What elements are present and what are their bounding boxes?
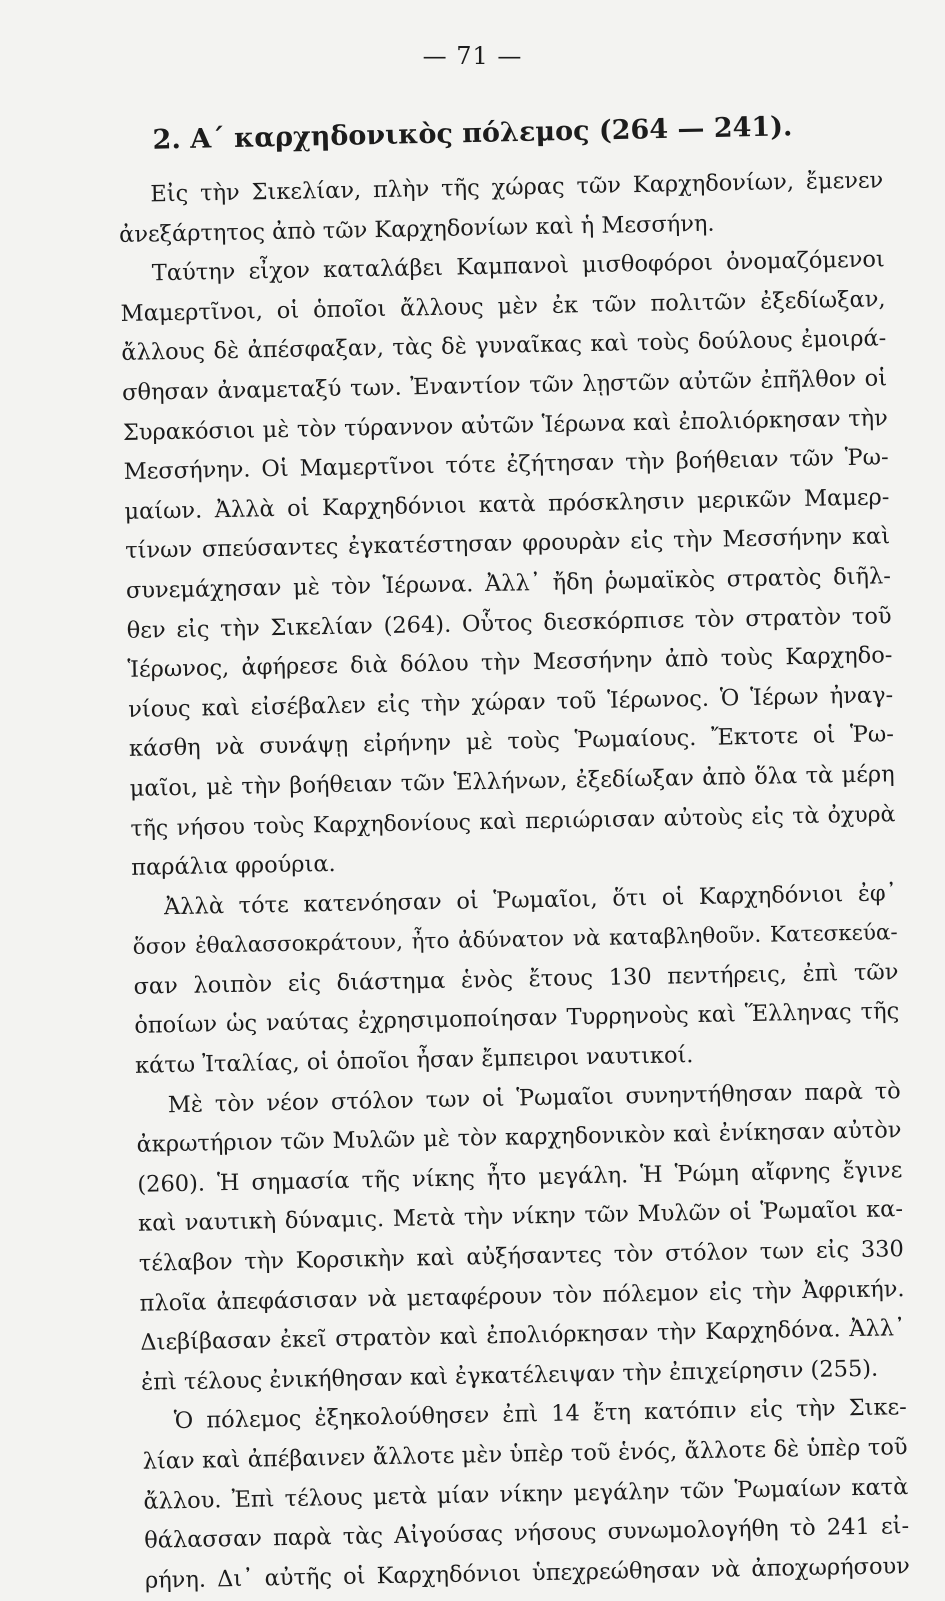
text-line: κάτω Ἰταλίας, οἱ ὁποῖοι ἦσαν ἔμπειροι ναυτικοί. xyxy=(134,1042,694,1079)
text-line: σαν λοιπὸν εἰς διάστημα ἑνὸς ἔτους 130 πεντήρεις, ἐπὶ τῶν xyxy=(133,959,899,1000)
text-line: ρήνη. Δι᾽ αὐτῆς οἱ Καρχηδόνιοι ὑπεχρεώθησαν νὰ ἀποχωρήσουν xyxy=(144,1552,911,1594)
text-line: Ἱέρωνος, ἀφήρεσε διὰ δόλου τὴν Μεσσήνην ἀπὸ τοὺς Καρχηδο- xyxy=(127,642,893,684)
text-line: μαῖοι, μὲ τὴν βοήθειαν τῶν Ἑλλήνων, ἐξεδίωξαν ἀπὸ ὅλα τὰ μέρη xyxy=(129,761,895,802)
text-line: ἀνεξάρτητος ἀπὸ τῶν Καρχηδονίων καὶ ἡ Μεσσήνη. xyxy=(118,210,715,248)
text-line: ἄλλου. Ἐπὶ τέλους μετὰ μίαν νίκην μεγάλην τῶν Ῥωμαίων κατὰ xyxy=(143,1473,909,1515)
text-line: κάσθη νὰ συνάψῃ εἰρήνην μὲ τοὺς Ῥωμαίους. Ἔκτοτε οἱ Ῥω- xyxy=(128,721,895,763)
text-line: Συρακόσιοι μὲ τὸν τύραννον αὐτῶν Ἱέρωνα καὶ ἐπολιόρκησαν τὴν xyxy=(122,404,889,446)
page-number: — 71 — xyxy=(422,42,523,70)
text-line: (260). Ἡ σημασία τῆς νίκης ἦτο μεγάλη. Ἡ Ῥώμη αἴφνης ἔγινε xyxy=(137,1156,903,1198)
text-line: Ἀλλὰ τότε κατενόησαν οἱ Ῥωμαῖοι, ὅτι οἱ Καρχηδόνιοι ἐφ᾽ xyxy=(163,879,898,920)
text-line: μαίων. Ἀλλὰ οἱ Καρχηδόνιοι κατὰ πρόσκλησιν μερικῶν Μαμερ- xyxy=(124,484,890,525)
text-line: τίνων σπεύσαντες ἐγκατέστησαν φρουρὰν εἰς τὴν Μεσσήνην καὶ xyxy=(124,523,891,565)
text-line: ἀκρωτήριον τῶν Μυλῶν μὲ τὸν καρχηδονικὸν καὶ ἐνίκησαν αὐτὸν xyxy=(136,1117,902,1159)
text-line: θάλασσαν παρὰ τὰς Αἰγούσας νήσους συνωμολογήθη τὸ 241 εἰ- xyxy=(143,1513,910,1554)
text-line: ὅσον ἐθαλασσοκράτουν, ἦτο ἀδύνατον νὰ καταβληθοῦν. Κατεσκεύα- xyxy=(132,920,898,961)
text-line: Μαμερτῖνοι, οἱ ὁποῖοι ἄλλους μὲν ἐκ τῶν πολιτῶν ἐξεδίωξαν, xyxy=(120,286,886,327)
text-line: συνεμάχησαν μὲ τὸν Ἱέρωνα. Ἀλλ᾽ ἤδη ῥωμαϊκὸς στρατὸς διῆλ- xyxy=(125,563,892,604)
text-line: Εἰς τὴν Σικελίαν, πλὴν τῆς χώρας τῶν Καρχηδονίων, ἔμενεν xyxy=(150,167,884,208)
text-line: ὁποίων ὡς ναύτας ἐχρησιμοποίησαν Τυρρηνοὺς καὶ Ἕλληνας τῆς xyxy=(134,998,900,1040)
text-line: παράλια φρούρια. xyxy=(131,851,336,881)
text-line: ἐπὶ τέλους ἐνικήθησαν καὶ ἐγκατέλειψαν τὴν ἐπιχείρησιν (255). xyxy=(140,1355,879,1396)
text-line: Μὲ τὸν νέον στόλον των οἱ Ῥωμαῖοι συνηντήθησαν παρὰ τὸ xyxy=(167,1077,901,1118)
text-line: θεν εἰς τὴν Σικελίαν (264). Οὗτος διεσκόρπισε τὸν στρατὸν τοῦ xyxy=(126,602,892,644)
text-line: ἄλλους δὲ ἀπέσφαξαν, τὰς δὲ γυναῖκας καὶ τοὺς δούλους ἐμοιρά- xyxy=(121,325,887,367)
text-line: τέλαβον τὴν Κορσικὴν καὶ αὐξήσαντες τὸν στόλον των εἰς 330 xyxy=(138,1236,904,1277)
text-line: σθησαν ἀναμεταξύ των. Ἐναντίον τῶν λῃστῶν αὐτῶν ἐπῆλθον οἱ xyxy=(121,365,888,406)
section-title: 2. Α΄ καρχηδονικὸς πόλεμος (264 — 241). xyxy=(152,111,793,156)
text-line: Ὁ πόλεμος ἐξηκολούθησεν ἐπὶ 14 ἔτη κατόπιν εἰς τὴν Σικε- xyxy=(173,1394,908,1435)
text-line: νίους καὶ εἰσέβαλεν εἰς τὴν χώραν τοῦ Ἱέρωνος. Ὁ Ἱέρων ἠναγ- xyxy=(127,681,894,723)
body-text xyxy=(118,161,910,1601)
text-line: λίαν καὶ ἀπέβαινεν ἄλλοτε μὲν ὑπὲρ τοῦ ἑνός, ἄλλοτε δὲ ὑπὲρ τοῦ xyxy=(142,1434,908,1475)
text-line: Μεσσήνην. Οἱ Μαμερτῖνοι τότε ἐζήτησαν τὴν βοήθειαν τῶν Ῥω- xyxy=(123,444,889,486)
text-line: Διεβίβασαν ἐκεῖ στρατὸν καὶ ἐπολιόρκησαν τὴν Καρχηδόνα. Ἀλλ᾽ xyxy=(140,1315,906,1357)
text-line: πλοῖα ἀπεφάσισαν νὰ μεταφέρουν τὸν πόλεμον εἰς τὴν Ἀφρικήν. xyxy=(139,1275,905,1317)
text-line: τῆς νήσου τοὺς Καρχηδονίους καὶ περιώρισαν αὐτοὺς εἰς τὰ ὀχυρὰ xyxy=(130,801,896,842)
text-line: Ταύτην εἶχον καταλάβει Καμπανοὶ μισθοφόροι ὀνομαζόμενοι xyxy=(151,246,885,287)
text-line: καὶ ναυτικὴ δύναμις. Μετὰ τὴν νίκην τῶν Μυλῶν οἱ Ῥωμαῖοι κα- xyxy=(137,1196,904,1238)
